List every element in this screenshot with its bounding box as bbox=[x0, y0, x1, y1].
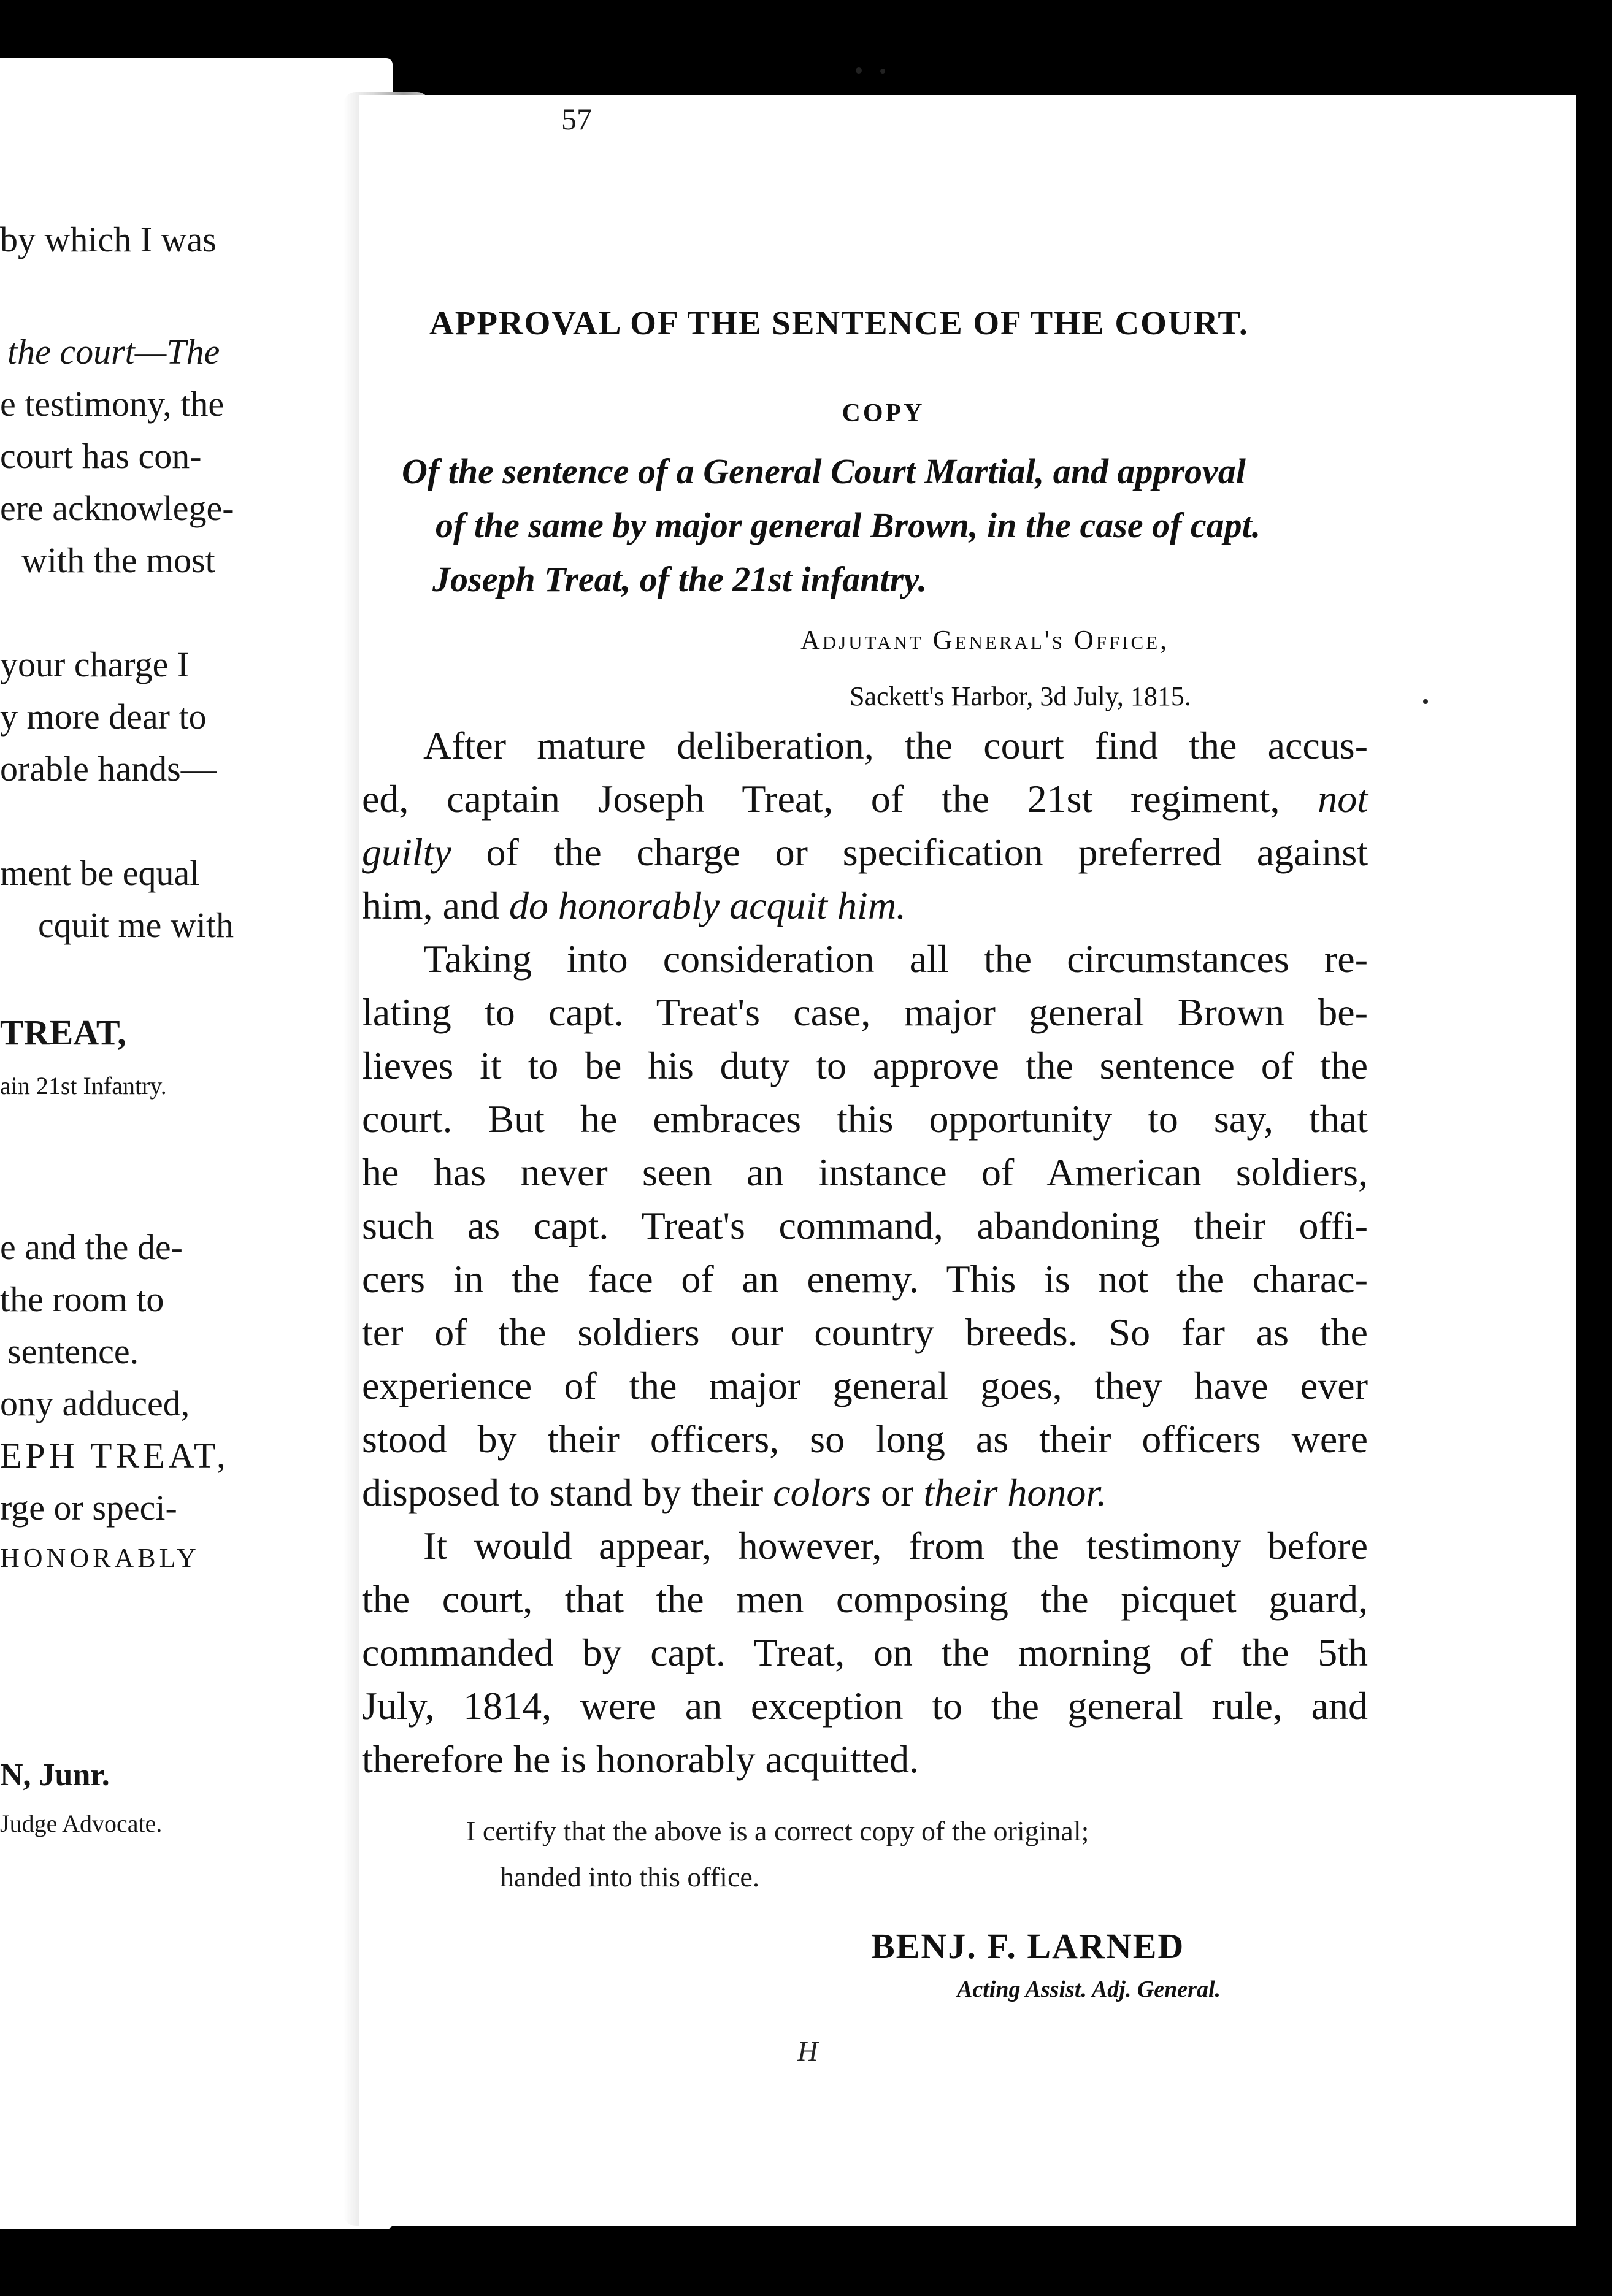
left-line: with the most bbox=[21, 540, 215, 580]
left-line: e testimony, the bbox=[0, 384, 225, 424]
left-line: e and the de- bbox=[0, 1227, 183, 1267]
subtitle-line: Of the sentence of a General Court Martial, and approval bbox=[402, 451, 1246, 491]
text-line: court. But he embraces this opportunity to say, that bbox=[362, 1097, 1368, 1141]
text-run: disposed to stand by their bbox=[362, 1471, 764, 1514]
emphasis: do honorably acquit him. bbox=[509, 884, 907, 927]
left-line: rge or speci- bbox=[0, 1488, 177, 1528]
left-line: ony adduced, bbox=[0, 1383, 190, 1423]
left-line: your charge I bbox=[0, 645, 190, 684]
place-date: Sackett's Harbor, 3d July, 1815. bbox=[850, 681, 1191, 711]
left-line: Judge Advocate. bbox=[0, 1810, 163, 1837]
signature-name: BENJ. F. LARNED bbox=[871, 1926, 1185, 1966]
left-line: N, Junr. bbox=[0, 1758, 110, 1793]
subtitle bbox=[402, 445, 1389, 607]
emphasis: their honor. bbox=[923, 1471, 1107, 1514]
left-line: ere acknowlege- bbox=[0, 488, 234, 528]
left-line: court has con- bbox=[0, 436, 202, 476]
scan-speck bbox=[856, 67, 862, 74]
left-line: cquit me with bbox=[38, 905, 234, 945]
text-line: therefore he is honorably acquitted. bbox=[362, 1737, 919, 1781]
copy-label: COPY bbox=[842, 399, 925, 427]
emphasis: colors bbox=[773, 1471, 872, 1514]
left-line: HONORABLY bbox=[0, 1543, 200, 1573]
text-line bbox=[362, 772, 1368, 825]
certification bbox=[466, 1808, 1337, 1900]
text-line: such as capt. Treat's command, abandoning their offi- bbox=[362, 1204, 1368, 1247]
text-line: After mature deliberation, the court find the accus- bbox=[423, 724, 1368, 767]
text-line bbox=[362, 879, 1368, 932]
left-line: the court—The bbox=[7, 332, 220, 372]
text-run: ed, captain Joseph Treat, of the 21st regiment, bbox=[362, 777, 1280, 821]
text-line: Taking into consideration all the circumstances re- bbox=[423, 937, 1368, 981]
left-line: by which I was bbox=[0, 220, 217, 259]
office-heading: Adjutant General's Office, bbox=[800, 625, 1170, 655]
main-text bbox=[362, 719, 1368, 1786]
text-line: It would appear, however, from the testimony before bbox=[423, 1524, 1368, 1567]
left-line: ain 21st Infantry. bbox=[0, 1072, 167, 1100]
emphasis: not bbox=[1318, 777, 1368, 821]
text-line: he has never seen an instance of American soldiers, bbox=[362, 1150, 1368, 1194]
emphasis: guilty bbox=[362, 830, 451, 874]
subtitle-line: Joseph Treat, of the 21st infantry. bbox=[432, 559, 927, 599]
left-line: TREAT, bbox=[0, 1012, 126, 1052]
left-line: orable hands— bbox=[0, 749, 217, 789]
left-line: sentence. bbox=[7, 1331, 139, 1371]
text-line: commanded by capt. Treat, on the morning of the 5th bbox=[362, 1631, 1368, 1674]
left-line: ment be equal bbox=[0, 853, 200, 893]
left-line: the room to bbox=[0, 1279, 164, 1319]
text-line: the court, that the men composing the picquet guard, bbox=[362, 1577, 1368, 1621]
text-line: stood by their officers, so long as their officers were bbox=[362, 1417, 1368, 1461]
text-run: or bbox=[881, 1471, 914, 1514]
scan-speck bbox=[880, 69, 885, 74]
text-run: him, and bbox=[362, 884, 499, 927]
signature-mark: H bbox=[797, 2035, 818, 2067]
text-line: lating to capt. Treat's case, major general Brown be- bbox=[362, 990, 1368, 1034]
certification-line: I certify that the above is a correct copy of the original; bbox=[466, 1815, 1089, 1846]
scan-speck bbox=[1423, 699, 1428, 704]
page-number: 57 bbox=[561, 102, 592, 136]
text-line: ter of the soldiers our country breeds. So far as the bbox=[362, 1311, 1368, 1354]
left-line: EPH TREAT, bbox=[0, 1436, 229, 1475]
text-line bbox=[362, 825, 1368, 879]
subtitle-line: of the same by major general Brown, in the case of capt. bbox=[436, 505, 1261, 545]
text-line bbox=[362, 1466, 1368, 1519]
text-line: experience of the major general goes, they have ever bbox=[362, 1364, 1368, 1407]
left-line: y more dear to bbox=[0, 697, 207, 737]
text-run: of the charge or specification preferred against bbox=[486, 830, 1368, 874]
left-page bbox=[0, 58, 393, 2229]
text-line: cers in the face of an enemy. This is not the charac- bbox=[362, 1257, 1368, 1301]
page-title: APPROVAL OF THE SENTENCE OF THE COURT. bbox=[429, 304, 1249, 342]
certification-line: handed into this office. bbox=[500, 1861, 760, 1892]
text-line: July, 1814, were an exception to the general rule, and bbox=[362, 1684, 1368, 1728]
signature-title: Acting Assist. Adj. General. bbox=[957, 1976, 1221, 2002]
text-line: lieves it to be his duty to approve the sentence of the bbox=[362, 1044, 1368, 1087]
